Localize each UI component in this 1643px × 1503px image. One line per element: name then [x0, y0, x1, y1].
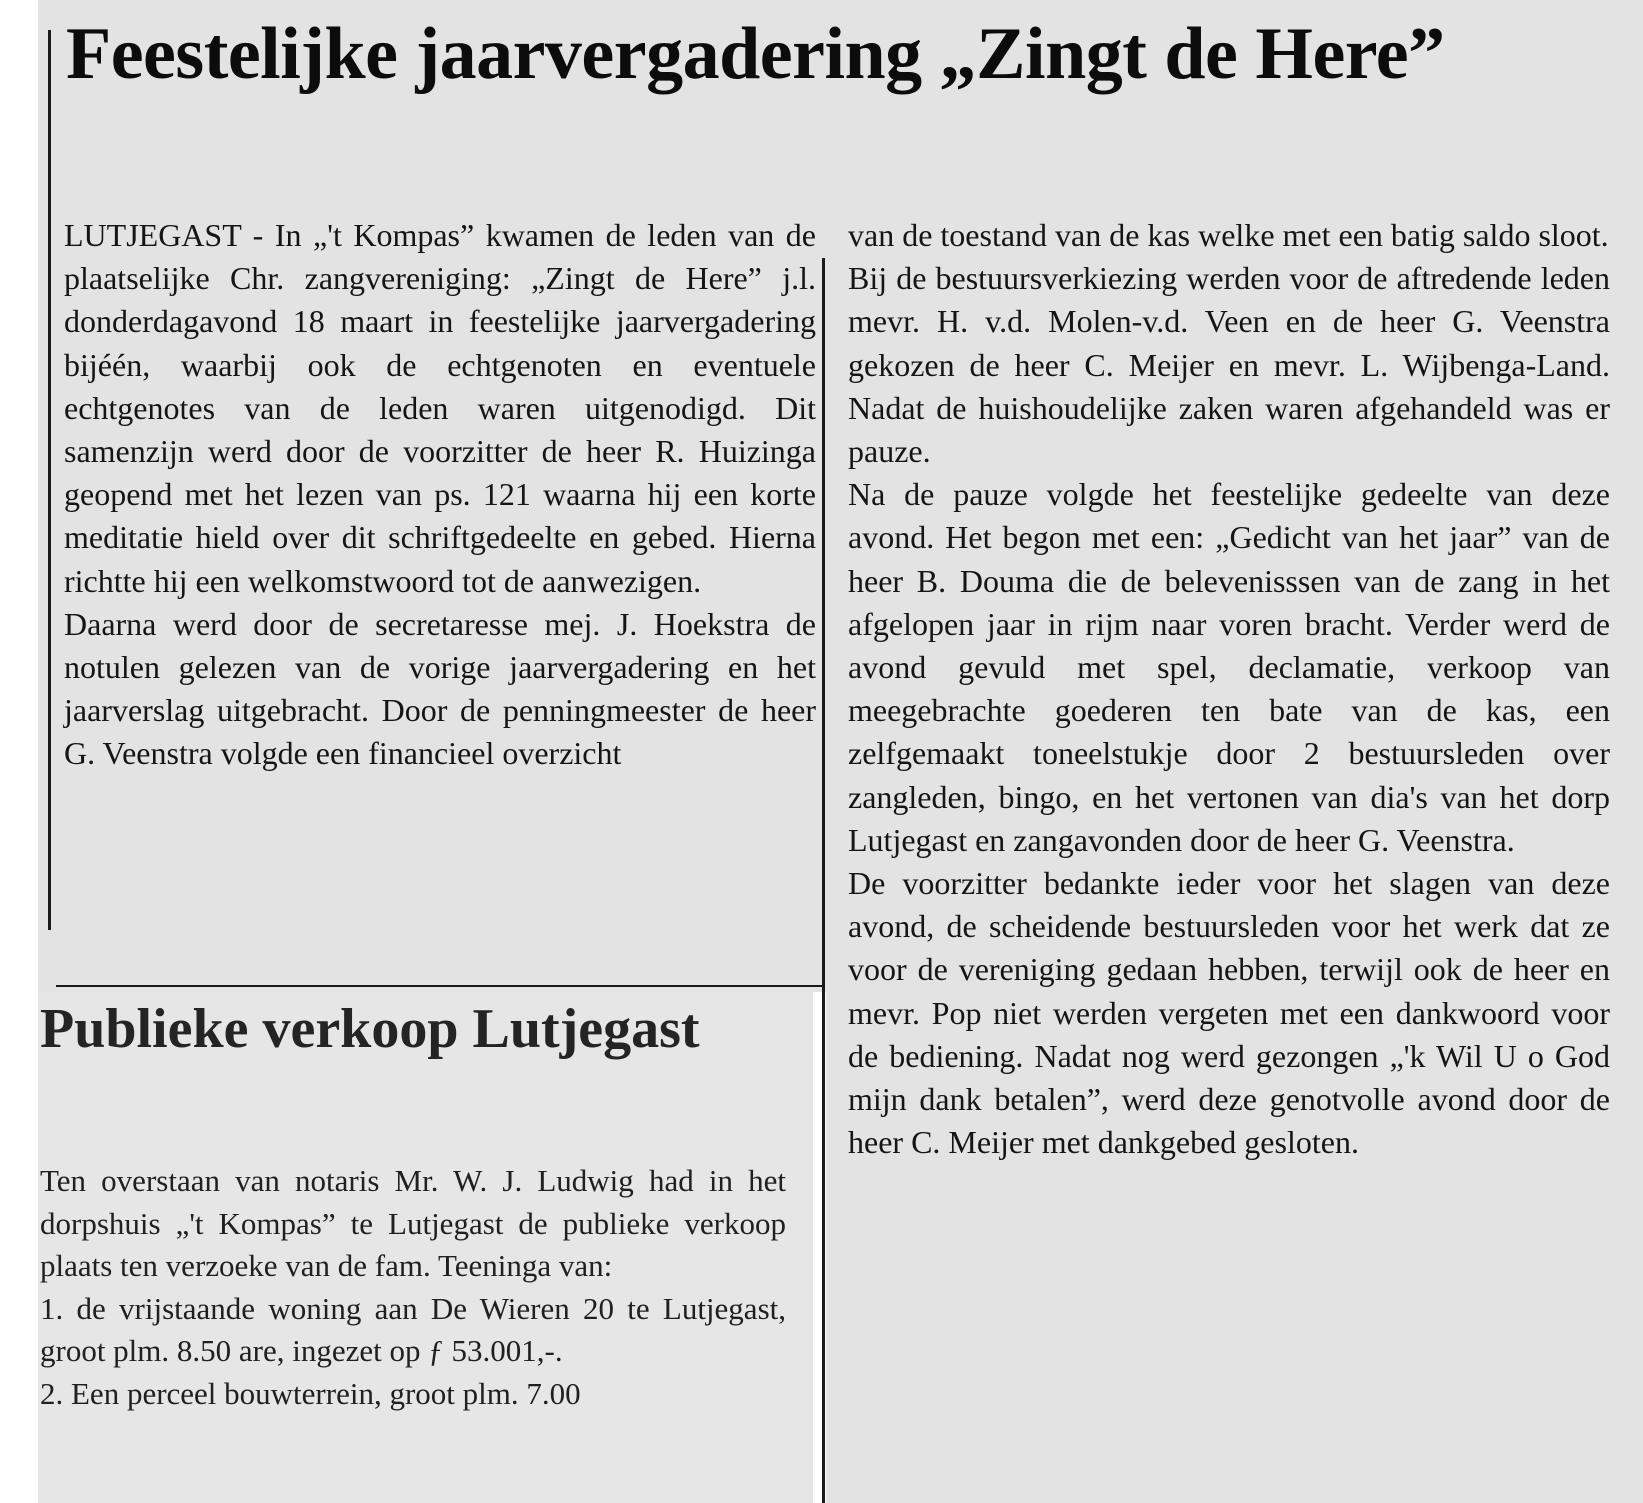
article-paragraph: De voorzitter bedankte ieder voor het slagen van deze avond, de scheidende bestuursleden voor het werk dat ze voor de vereniging gedaan hebben, terwijl ook de heer en mevr. Pop niet werden vergeten met een dankwoord voor de bediening. Nadat nog werd gezongen „'k Wil U o God mijn dank betalen”, werd deze genotvolle avond door de heer C. Meijer met dankgebed gesloten.: [848, 865, 1610, 1161]
article-paragraph: Na de pauze volgde het feestelijke gedeelte van deze avond. Het begon met een: „Gedicht van het jaar” van de heer B. Douma die de belevenisssen van de zang in het afgelopen jaar in rijm naar voren bracht. Verder werd de avond gevuld met spel, declamatie, verkoop van meegebrachte goederen ten bate van de kas, een zelfgemaakt toneelstukje door 2 bestuursleden over zangleden, bingo, en het vertonen van dia's van het dorp Lutjegast en zangavonden door de heer G. Veenstra.: [848, 476, 1610, 858]
article-paragraph: Bij de bestuursverkiezing werden voor de aftredende leden mevr. H. v.d. Molen-v.d. Veen en de heer G. Veenstra gekozen de heer C. Meijer en mevr. L. Wijbenga-Land. Nadat de huishoudelijke zaken waren afgehandeld was er pauze.: [848, 260, 1610, 470]
column-divider-rule: [822, 258, 825, 1503]
clipping-bottom-rule: [56, 985, 822, 987]
article-paragraph: van de toestand van de kas welke met een batig saldo sloot.: [848, 217, 1609, 253]
second-article-column: [40, 1160, 786, 1415]
article-column-right: [848, 214, 1610, 1164]
article-paragraph: LUTJEGAST - In „'t Kompas” kwamen de leden van de plaatselijke Chr. zangvereniging: „Zingt de Here” j.l. donderdagavond 18 maart in feestelijke jaarvergadering bijéén, waarbij ook de echtgenoten en eventuele echtgenotes van de leden waren uitgenodigd. Dit samenzijn werd door de voorzitter de heer R. Huizinga geopend met het lezen van ps. 121 waarna hij een korte meditatie hield over dit schriftgedeelte en gebed. Hierna richtte hij een welkomstwoord tot de aanwezigen.: [64, 217, 816, 599]
left-column-rule: [48, 30, 51, 930]
second-article-headline: Publieke verkoop Lutjegast: [40, 998, 700, 1060]
article-headline: Feestelijke jaarvergadering „Zingt de Here”: [66, 13, 1445, 95]
article-paragraph: Daarna werd door de secretaresse mej. J. Hoekstra de notulen gelezen van de vorige jaarvergadering en het jaarverslag uitgebracht. Door de penningmeester de heer G. Veenstra volgde een financieel overzicht: [64, 605, 816, 772]
article-paragraph: 1. de vrijstaande woning aan De Wieren 20 te Lutjegast, groot plm. 8.50 are, ingezet op ƒ 53.001,-.: [40, 1290, 786, 1368]
article-paragraph: Ten overstaan van notaris Mr. W. J. Ludwig had in het dorpshuis „'t Kompas” te Lutjegast de publieke verkoop plaats ten verzoeke van de fam. Teeninga van:: [40, 1163, 786, 1283]
article-paragraph: 2. Een perceel bouwterrein, groot plm. 7.00: [40, 1375, 581, 1411]
article-column-left: [64, 214, 816, 776]
